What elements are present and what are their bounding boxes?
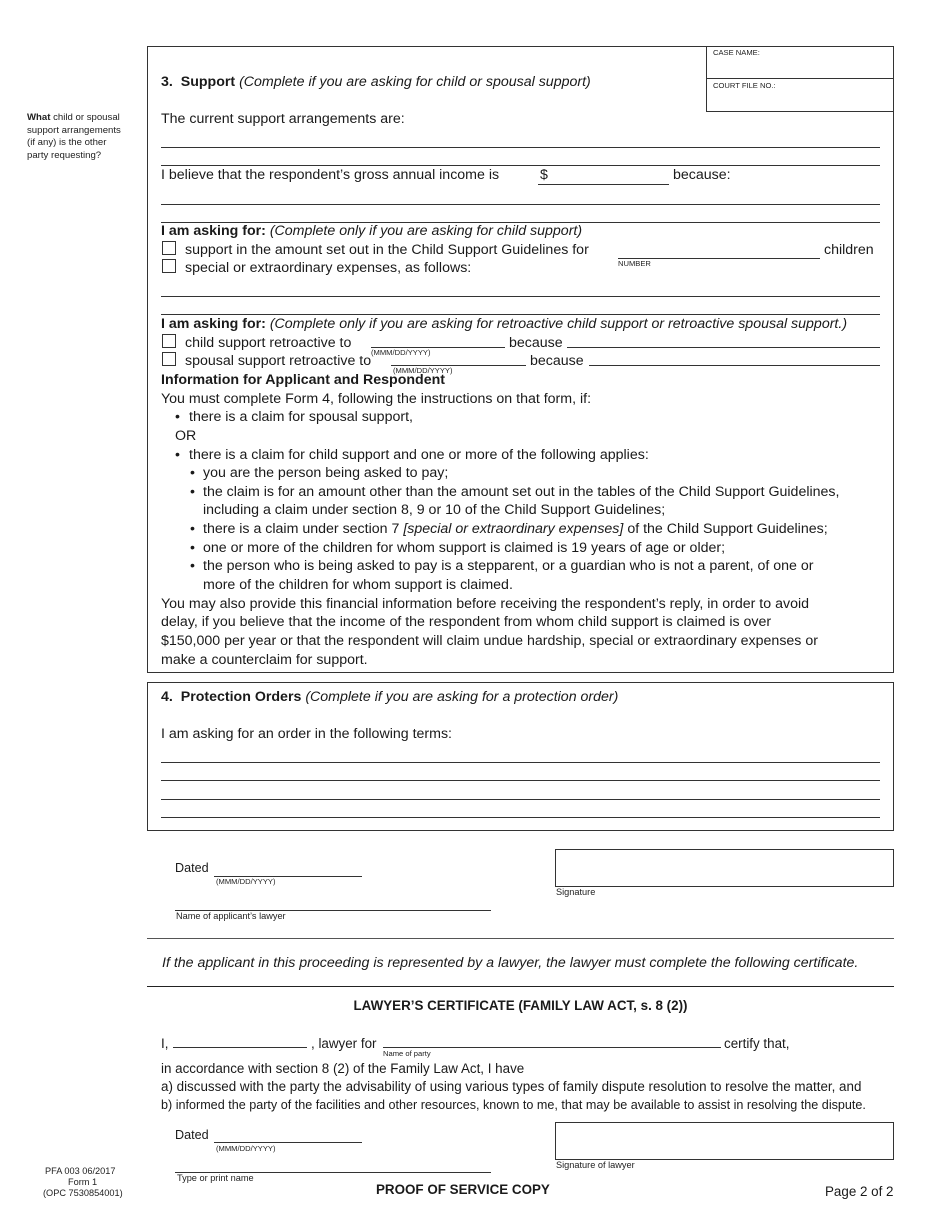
retro-heading: I am asking for: (Complete only if you are asking for retroactive child support or retroactive spousal support.) <box>161 316 848 332</box>
sub-item-1: you are the person being asked to pay; <box>203 465 449 481</box>
child-retro-date-caption: (MMM/DD/YYYY) <box>371 348 431 357</box>
cert-item-b: b) informed the party of the facilities and other resources, known to me, that may be available to assist in resolving the dispute. <box>161 1098 866 1112</box>
sidebar-note-text: child or spousal support arrangements (if any) is the other party requesting? <box>27 112 121 161</box>
cert-accordance: in accordance with section 8 (2) of the Family Law Act, I have <box>161 1061 525 1076</box>
lawyer-signature-caption: Signature of lawyer <box>556 1160 635 1170</box>
arrangements-line-1[interactable] <box>161 147 880 148</box>
terms-line-2[interactable] <box>161 780 880 781</box>
child-retro-checkbox[interactable] <box>162 334 176 348</box>
sub-item-3: there is a claim under section 7 [special or extraordinary expenses] of the Child Support Guidelines; <box>203 521 828 537</box>
spousal-retro-because: because <box>530 353 584 369</box>
case-name-label: CASE NAME: <box>713 48 760 57</box>
info-paragraph-line-3: $150,000 per year or that the respondent will claim undue hardship, special or extraordinary expenses or <box>161 633 818 649</box>
children-word: children <box>824 242 874 258</box>
child-retro-label: child support retroactive to <box>185 335 352 351</box>
guidelines-label: support in the amount set out in the Child Support Guidelines for <box>185 242 589 258</box>
page-number: Page 2 of 2 <box>825 1184 894 1199</box>
section-4-heading: 4. Protection Orders (Complete if you are asking for a protection order) <box>161 689 619 705</box>
cert-party-name-field[interactable] <box>383 1047 721 1048</box>
name-of-party-caption: Name of party <box>383 1049 431 1058</box>
cert-i-word: I, <box>161 1036 169 1051</box>
form-number: Form 1 <box>68 1177 98 1187</box>
sub-item-5b: more of the children for whom support is claimed. <box>203 577 513 593</box>
section-3-heading: 3. Support (Complete if you are asking for child or spousal support) <box>161 74 591 90</box>
claim-spousal: there is a claim for spousal support, <box>189 409 413 425</box>
special-expenses-label: special or extraordinary expenses, as follows: <box>185 260 472 276</box>
bullet-icon: • <box>175 447 180 463</box>
special-expenses-line-1[interactable] <box>161 296 880 297</box>
info-paragraph-line-1: You may also provide this financial information before receiving the respondent’s reply, in order to avoid <box>161 596 810 612</box>
number-caption: NUMBER <box>618 259 651 268</box>
sub-item-2a: the claim is for an amount other than the amount set out in the tables of the Child Support Guidelines, <box>203 484 840 500</box>
certificate-title: LAWYER’S CERTIFICATE (FAMILY LAW ACT, s. 8 (2)) <box>353 998 688 1013</box>
lawyer-name-caption: Name of applicant’s lawyer <box>176 911 286 921</box>
bullet-icon: • <box>190 465 195 481</box>
signature-caption: Signature <box>556 887 596 897</box>
income-because: because: <box>673 167 731 183</box>
cert-lawyer-name-field[interactable] <box>173 1047 307 1048</box>
spousal-retro-date-caption: (MMM/DD/YYYY) <box>393 366 453 375</box>
sidebar-note-bold: What <box>27 112 51 123</box>
bullet-icon: • <box>190 484 195 500</box>
info-paragraph-line-2: delay, if you believe that the income of the respondent from whom child support is claimed is over <box>161 614 772 630</box>
terms-line-3[interactable] <box>161 799 880 800</box>
or-word: OR <box>175 428 197 444</box>
child-retro-because: because <box>509 335 563 351</box>
child-retro-reason-field[interactable] <box>567 347 880 348</box>
sub-item-4: one or more of the children for whom support is claimed is 19 years of age or older; <box>203 540 726 556</box>
child-support-heading: I am asking for: (Complete only if you are asking for child support) <box>161 223 583 239</box>
income-amount-field[interactable] <box>538 184 669 185</box>
dollar-sign: $ <box>540 167 548 183</box>
terms-label: I am asking for an order in the following terms: <box>161 726 452 742</box>
income-reason-line-1[interactable] <box>161 204 880 205</box>
sub-item-5a: the person who is being asked to pay is a stepparent, or a guardian who is not a parent, of one or <box>203 558 814 574</box>
certificate-top-rule <box>147 938 894 939</box>
certificate-divider <box>147 986 894 987</box>
cert-dated-label: Dated <box>175 1128 209 1142</box>
terms-line-4[interactable] <box>161 817 880 818</box>
spousal-retro-reason-field[interactable] <box>589 365 880 366</box>
cert-lawyer-for: , lawyer for <box>311 1036 377 1051</box>
bullet-icon: • <box>190 540 195 556</box>
spousal-retro-label: spousal support retroactive to <box>185 353 372 369</box>
special-expenses-checkbox[interactable] <box>162 259 176 273</box>
terms-line-1[interactable] <box>161 762 880 763</box>
current-arrangements-label: The current support arrangements are: <box>161 111 405 127</box>
type-name-caption: Type or print name <box>177 1173 254 1183</box>
court-file-label: COURT FILE NO.: <box>713 81 776 90</box>
info-paragraph-line-4: make a counterclaim for support. <box>161 652 368 668</box>
cert-dated-field[interactable] <box>214 1142 362 1143</box>
bullet-icon: • <box>175 409 180 425</box>
lawyer-signature-box[interactable] <box>555 1122 894 1160</box>
spousal-retro-checkbox[interactable] <box>162 352 176 366</box>
proof-of-service-copy: PROOF OF SERVICE COPY <box>376 1182 550 1197</box>
cert-dated-caption: (MMM/DD/YYYY) <box>216 1144 276 1153</box>
signature-box[interactable] <box>555 849 894 887</box>
guidelines-checkbox[interactable] <box>162 241 176 255</box>
info-intro: You must complete Form 4, following the instructions on that form, if: <box>161 391 592 407</box>
bullet-icon: • <box>190 521 195 537</box>
cert-item-a: a) discussed with the party the advisability of using various types of family dispute resolution to resolve the matter, and <box>161 1079 862 1094</box>
certificate-notice: If the applicant in this proceeding is represented by a lawyer, the lawyer must complete the following certificate. <box>162 955 859 971</box>
income-label: I believe that the respondent’s gross annual income is <box>161 167 500 183</box>
claim-child: there is a claim for child support and one or more of the following applies: <box>189 447 649 463</box>
sidebar-note <box>27 112 122 162</box>
opc-number: (OPC 7530854001) <box>43 1188 123 1198</box>
form-code: PFA 003 06/2017 <box>45 1166 116 1176</box>
case-name-field[interactable] <box>707 57 893 77</box>
cert-certify: certify that, <box>724 1036 790 1051</box>
court-file-field[interactable] <box>707 90 893 111</box>
sub-item-2b: including a claim under section 8, 9 or 10 of the Child Support Guidelines; <box>203 502 666 518</box>
dated-caption: (MMM/DD/YYYY) <box>216 877 276 886</box>
info-heading: Information for Applicant and Respondent <box>161 372 446 388</box>
dated-label: Dated <box>175 861 209 875</box>
bullet-icon: • <box>190 558 195 574</box>
